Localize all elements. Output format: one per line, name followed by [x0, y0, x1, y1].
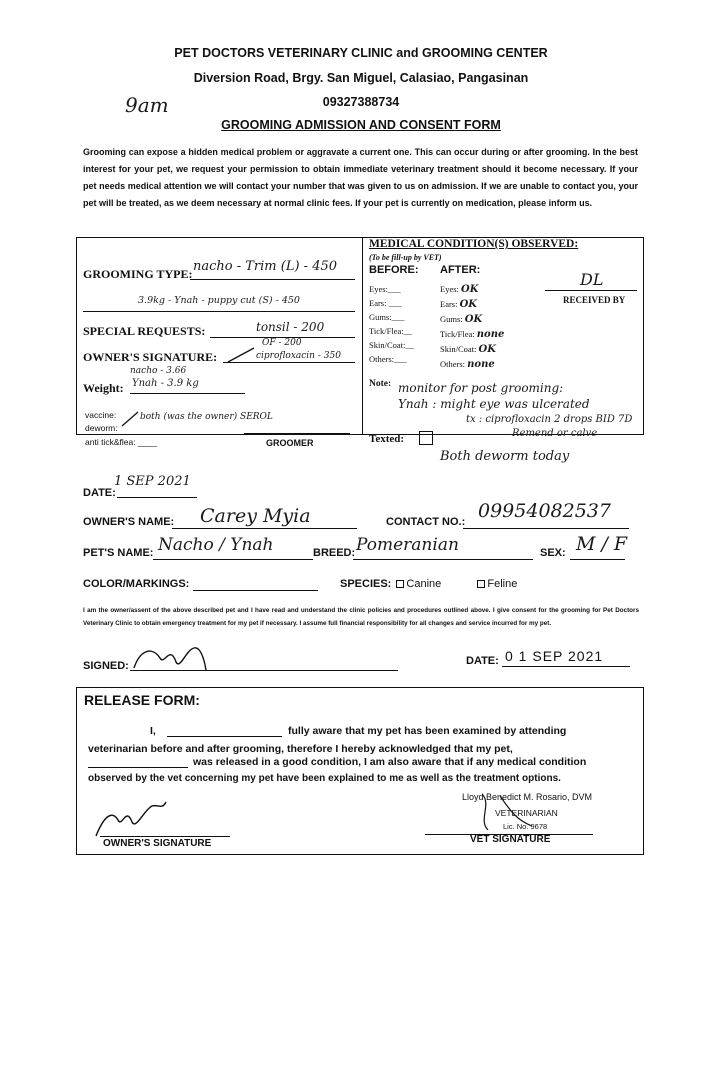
grooming-type-line2: [83, 311, 355, 312]
consent-date-line: [502, 666, 630, 667]
before-list: [369, 282, 414, 366]
received-line: [545, 290, 637, 291]
deworm-label: deworm:: [85, 423, 118, 433]
grooming-type-line: [190, 279, 355, 280]
form-title: GROOMING ADMISSION AND CONSENT FORM: [221, 118, 501, 132]
signed-label: SIGNED:: [83, 660, 129, 672]
contact-line: [463, 528, 629, 529]
owners-signature-note: ciprofloxacin - 350: [256, 351, 341, 361]
medical-title: MEDICAL CONDITION(S) OBSERVED:: [369, 238, 579, 250]
after-skin: Skin/Coat: OK: [440, 344, 496, 355]
canine-label: Canine: [406, 578, 442, 590]
weight-value-top: nacho - 3.66: [130, 366, 187, 376]
box-divider: [362, 237, 363, 435]
before-others: Others:___: [369, 354, 407, 364]
date-value: 1 SEP 2021: [114, 474, 191, 489]
release-owner-line: [167, 736, 282, 737]
feline-checkbox[interactable]: [477, 580, 485, 588]
contact-label: CONTACT NO.:: [386, 516, 466, 528]
grooming-type-value2: 3.9kg - Ynah - puppy cut (S) - 450: [138, 295, 300, 306]
weight-label: Weight:: [83, 381, 124, 395]
breed-line: [353, 559, 533, 560]
texted-checkbox[interactable]: [419, 431, 433, 445]
color-label: COLOR/MARKINGS:: [83, 578, 190, 590]
after-label: AFTER:: [440, 264, 481, 276]
species-label: SPECIES:: [340, 578, 392, 590]
vet-sig-label: VET SIGNATURE: [470, 834, 551, 845]
species-row: [340, 578, 517, 590]
intro-paragraph: Grooming can expose a hidden medical problem or aggravate a current one. This can occur during or after grooming. In the best interest for your pet, we request your permission to obtain immediate veterinary treatment should it become necessary. If your pet needs medical attention we will contact your number that was given to us on admission. If we are unable to contact you, your pet will be treated, as we deem necessary at normal clinic fees. If your pet is currently on medication, please inform us.: [83, 147, 638, 208]
release-owner-sig-line: [100, 836, 230, 837]
note-line3: tx : ciprofloxacin 2 drops BID 7D: [466, 414, 633, 425]
owners-signature-label: OWNER'S SIGNATURE:: [83, 350, 218, 364]
canine-checkbox[interactable]: [396, 580, 404, 588]
date-label: DATE:: [83, 487, 116, 499]
sex-line: [570, 559, 625, 560]
special-requests-label: SPECIAL REQUESTS:: [83, 324, 206, 338]
breed-value: Pomeranian: [356, 535, 459, 555]
vaccine-deworm-value: both (was the owner) SEROL: [140, 412, 273, 422]
release-owner-signature-scribble: [90, 796, 170, 840]
margin-note: 9am: [125, 93, 169, 117]
note-line2: Ynah : might eye was ulcerated: [398, 397, 590, 411]
vet-name: Lloyd Benedict M. Rosario, DVM: [462, 792, 593, 802]
note-line4: Remend or calve: [512, 428, 598, 439]
pet-name-label: PET'S NAME:: [83, 547, 154, 559]
pet-name-line: [153, 559, 313, 560]
owner-signature-scribble: [130, 640, 210, 674]
received-by-label: RECEIVED BY: [563, 295, 626, 305]
release-line4: observed by the vet concerning my pet have been explained to me as well as the treatment options.: [88, 773, 561, 784]
after-eyes: Eyes: OK: [440, 284, 479, 295]
before-eyes: Eyes:___: [369, 284, 401, 294]
before-gums: Gums:___: [369, 312, 405, 322]
special-requests-value: tonsil - 200: [256, 320, 325, 334]
medical-subtitle: (To be fill-up by VET): [369, 253, 442, 262]
release-line2: veterinarian before and after grooming, therefore I hereby acknowledged that my pet,: [88, 743, 513, 755]
pet-name-value: Nacho / Ynah: [158, 535, 274, 555]
vet-title: VETERINARIAN: [495, 808, 558, 818]
clinic-phone: 09327388734: [322, 95, 400, 109]
before-tick: Tick/Flea:__: [369, 326, 413, 336]
texted-label: Texted:: [369, 433, 405, 445]
vaccine-label: vaccine:: [85, 410, 117, 420]
grooming-type-value: nacho - Trim (L) - 450: [193, 259, 338, 274]
after-list: [440, 282, 504, 372]
received-initials: DL: [580, 270, 604, 289]
after-gums: Gums: OK: [440, 314, 483, 325]
anti-tick-label: anti tick&flea: ____: [85, 437, 157, 447]
color-line: [193, 590, 318, 591]
grooming-type-label: GROOMING TYPE:: [83, 267, 193, 281]
clinic-address: Diversion Road, Brgy. San Miguel, Calasiao, Pangasinan: [193, 71, 529, 85]
after-tick: Tick/Flea: none: [440, 329, 505, 340]
note-line1: monitor for post grooming:: [398, 381, 564, 395]
date-line: [117, 497, 197, 498]
owner-signature-mark: [226, 346, 256, 364]
release-line3: was released in a good condition, I am also aware that if any medical condition: [193, 756, 587, 768]
vet-lic: Lic. No. 9678: [503, 822, 548, 831]
contact-value: 09954082537: [478, 500, 611, 522]
release-title: RELEASE FORM:: [84, 692, 200, 708]
breed-label: BREED:: [313, 547, 356, 559]
groomer-label: GROOMER: [266, 438, 314, 448]
vaccine-deworm-check: [120, 410, 140, 428]
owner-name-value: Carey Myia: [200, 505, 311, 527]
sex-value: M / F: [576, 533, 628, 555]
release-pet-line: [88, 767, 188, 768]
consent-text: I am the owner/assent of the above described pet and I have read and understand the clinic policies and procedures outlined above. I give consent for the grooming for Pet Doctors Veterinary Clinic to obtain emergency treatment for my pet if necessary. I assume full financial responsibility for all changes and service incurred for my pet.: [83, 607, 639, 627]
note-label: Note:: [369, 379, 392, 389]
release-line1-post: fully aware that my pet has been examined by attending: [288, 725, 567, 737]
before-ears: Ears: ___: [369, 298, 402, 308]
consent-date-label: DATE:: [466, 655, 499, 667]
extra-note: Both deworm today: [440, 449, 570, 464]
feline-label: Feline: [487, 578, 518, 590]
after-others: Others: none: [440, 359, 495, 370]
before-label: BEFORE:: [369, 264, 419, 276]
release-line1-pre: I,: [150, 725, 156, 737]
weight-line: [130, 393, 245, 394]
owner-name-line: [172, 528, 357, 529]
release-owner-sig-label: OWNER'S SIGNATURE: [103, 838, 212, 849]
vet-signature-scribble: [452, 790, 562, 834]
sex-label: SEX:: [540, 547, 566, 559]
groomer-line: [244, 433, 350, 434]
special-requests-value2: OF - 200: [262, 338, 302, 348]
weight-value: Ynah - 3.9 kg: [132, 378, 199, 389]
clinic-name: PET DOCTORS VETERINARY CLINIC and GROOMING CENTER: [174, 46, 548, 60]
owner-name-label: OWNER'S NAME:: [83, 516, 175, 528]
before-skin: Skin/Coat:__: [369, 340, 414, 350]
after-ears: Ears: OK: [440, 299, 477, 310]
consent-date-value: 0 1 SEP 2021: [505, 648, 604, 664]
